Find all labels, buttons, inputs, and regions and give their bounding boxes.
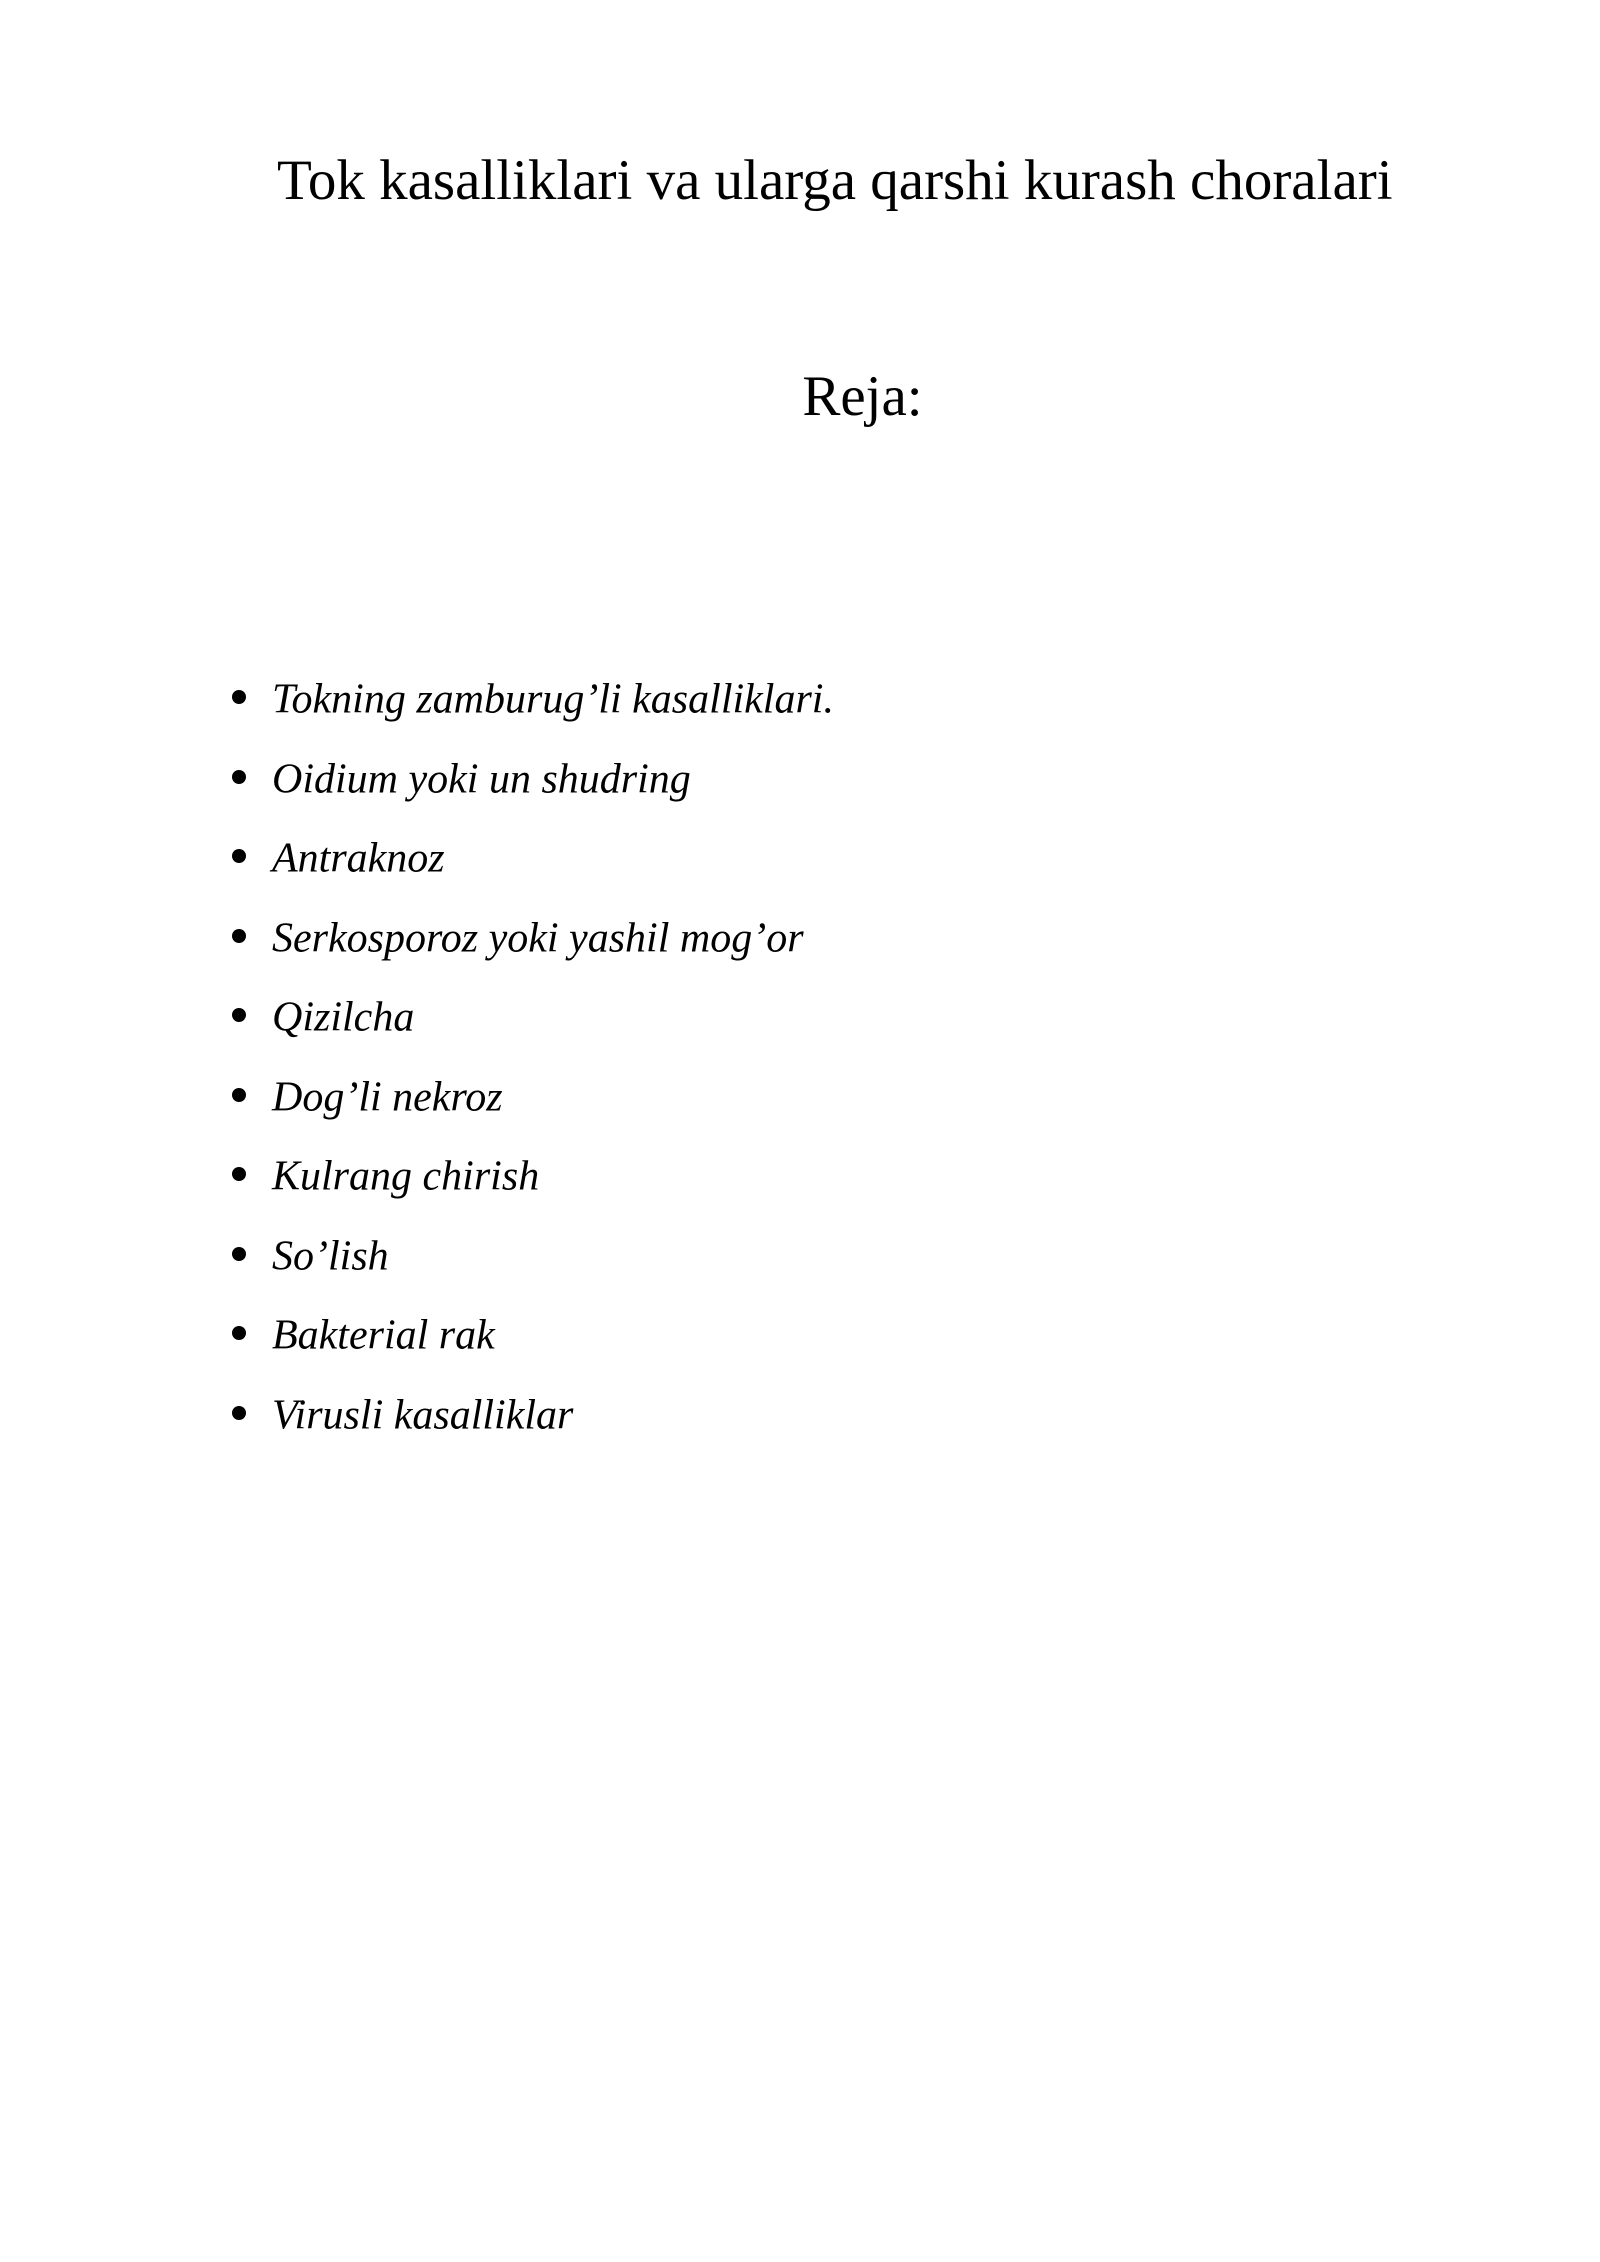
plan-item-text: Dog’li nekroz <box>272 1073 503 1120</box>
bullet-icon <box>232 849 246 863</box>
plan-item-text: Bakterial rak <box>272 1312 495 1359</box>
plan-item <box>232 1217 834 1297</box>
bullet-icon <box>232 1008 246 1022</box>
plan-item-text: Oidium yoki un shudring <box>272 755 691 802</box>
plan-item-text: Serkosporoz yoki yashil mog’or <box>272 914 804 961</box>
bullet-icon <box>232 929 246 943</box>
plan-item <box>232 1296 834 1376</box>
bullet-icon <box>232 1167 246 1181</box>
plan-item <box>232 1058 834 1138</box>
bullet-icon <box>232 1406 246 1420</box>
bullet-icon <box>232 1088 246 1102</box>
plan-item <box>232 740 834 820</box>
plan-item-text: Qizilcha <box>272 994 415 1041</box>
plan-item <box>232 1137 834 1217</box>
plan-item <box>232 899 834 979</box>
document-title: Tok kasalliklari va ularga qarshi kurash choralari <box>277 149 1393 212</box>
bullet-icon <box>232 770 246 784</box>
plan-item-text: Kulrang chirish <box>272 1153 540 1200</box>
plan-heading: Reja: <box>802 365 923 428</box>
plan-item-text: So’lish <box>272 1232 389 1279</box>
plan-item-text: Antraknoz <box>272 835 445 882</box>
plan-item-text: Virusli kasalliklar <box>272 1391 574 1438</box>
plan-item <box>232 978 834 1058</box>
bullet-icon <box>232 690 246 704</box>
plan-item <box>232 660 834 740</box>
plan-item-text: Tokning zamburug’li kasalliklari. <box>272 676 834 723</box>
plan-list <box>232 660 834 1455</box>
plan-item <box>232 819 834 899</box>
bullet-icon <box>232 1247 246 1261</box>
bullet-icon <box>232 1326 246 1340</box>
plan-item <box>232 1376 834 1456</box>
